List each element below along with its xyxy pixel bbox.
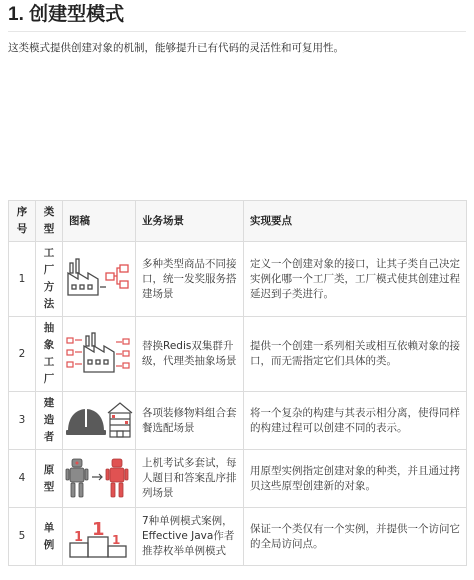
table-header-row: [9, 201, 467, 242]
abstract-factory-icon: [63, 317, 136, 392]
row-scene: 各项装修物料组合套餐选配场景: [136, 392, 244, 450]
row-key: 将一个复杂的构建与其表示相分离，使得同样的构建过程可以创建不同的表示。: [244, 392, 467, 450]
header-num: 序号: [9, 201, 36, 242]
svg-text:1: 1: [92, 518, 105, 540]
singleton-podium-icon: [63, 508, 136, 566]
row-key: 提供一个创建一系列相关或相互依赖对象的接口，而无需指定它们具体的类。: [244, 317, 467, 392]
prototype-robot-icon: [63, 450, 136, 508]
row-type: 抽象工厂: [36, 317, 63, 392]
table-row: [9, 450, 467, 508]
row-num: 5: [9, 508, 36, 566]
svg-text:1: 1: [74, 529, 84, 545]
row-num: 4: [9, 450, 36, 508]
row-type: 工厂方法: [36, 242, 63, 317]
table-row: [9, 508, 467, 566]
table-row: [9, 317, 467, 392]
row-key: 定义一个创建对象的接口，让其子类自己决定实例化哪一个工厂类，工厂模式使其创建过程延迟到子类进行。: [244, 242, 467, 317]
row-type: 单例: [36, 508, 63, 566]
row-scene: 替换Redis双集群升级，代理类抽象场景: [136, 317, 244, 392]
row-num: 1: [9, 242, 36, 317]
row-scene: 上机考试多套试，每人题目和答案乱序排列场景: [136, 450, 244, 508]
header-key: 实现要点: [244, 201, 467, 242]
table-row: [9, 392, 467, 450]
row-num: 2: [9, 317, 36, 392]
row-key: 保证一个类仅有一个实例，并提供一个访问它的全局访问点。: [244, 508, 467, 566]
row-type: 原型: [36, 450, 63, 508]
header-figure: 图稿: [63, 201, 136, 242]
page-title: 1. 创建型模式: [8, 4, 125, 25]
row-num: 3: [9, 392, 36, 450]
header-type: 类型: [36, 201, 63, 242]
table-row: [9, 242, 467, 317]
svg-text:1: 1: [112, 532, 121, 547]
header-scene: 业务场景: [136, 201, 244, 242]
builder-icon: [63, 392, 136, 450]
row-key: 用原型实例指定创建对象的种类，并且通过拷贝这些原型创建新的对象。: [244, 450, 467, 508]
intro-paragraph: 这类模式提供创建对象的机制，能够提升已有代码的灵活性和可复用性。: [8, 42, 344, 54]
title-divider: [8, 31, 466, 32]
row-scene: 7种单例模式案例，Effective Java作者推荐枚举单例模式: [136, 508, 244, 566]
patterns-table: [8, 200, 467, 566]
row-type: 建造者: [36, 392, 63, 450]
row-scene: 多种类型商品不同接口，统一发奖服务搭建场景: [136, 242, 244, 317]
factory-icon: [63, 242, 136, 317]
